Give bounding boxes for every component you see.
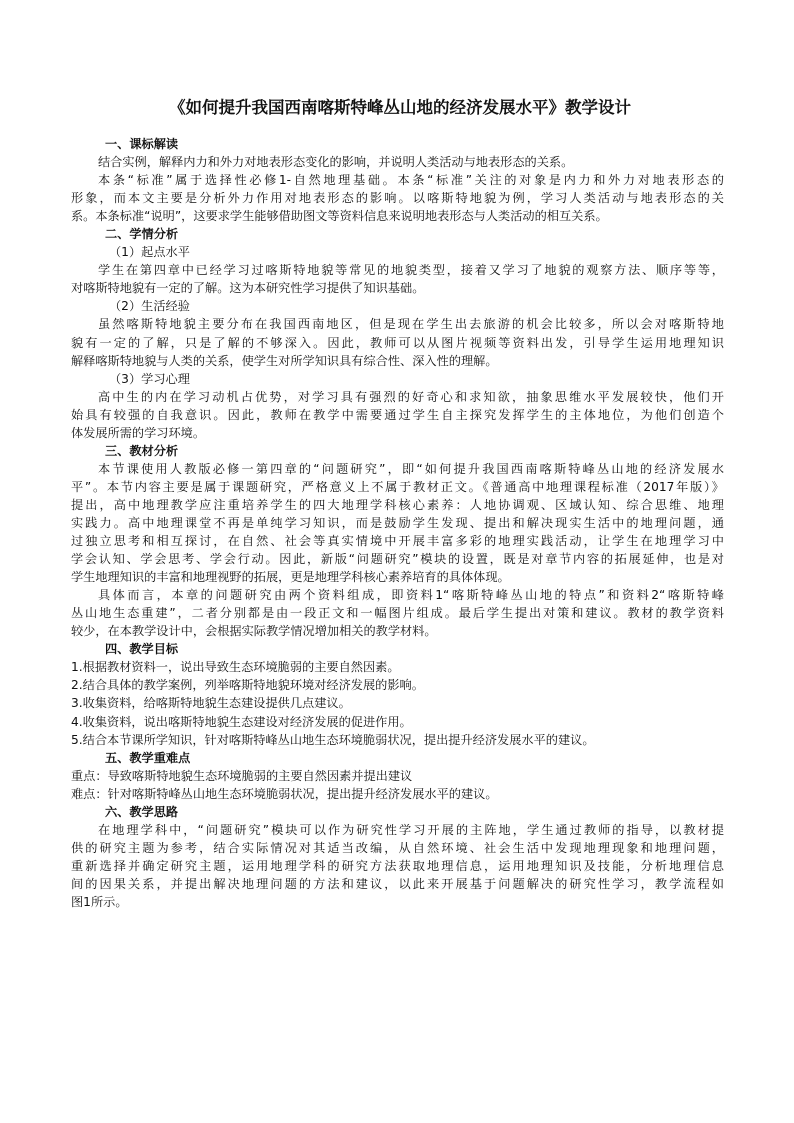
- paragraph-line: 过独立思考和相互探讨，在自然、社会等真实情境中开展丰富多彩的地理实践活动，让学生在地理学习中: [71, 534, 724, 549]
- paragraph-line: 图1所示。: [71, 894, 128, 909]
- document-body: [71, 135, 724, 911]
- paragraph-line: 难点：针对喀斯特峰丛山地生态环境脆弱状况，提出提升经济发展水平的建议。: [71, 786, 498, 801]
- paragraph-line: 对喀斯特地貌有一定的了解。这为本研究性学习提供了知识基础。: [71, 281, 425, 296]
- paragraph-line: 体发展所需的学习环境。: [71, 425, 206, 440]
- subsection-heading: （2）生活经验: [109, 299, 190, 314]
- paragraph-line: 始具有较强的自我意识。因此，教师在教学中需要通过学生自主探究发挥学生的主体地位，为他们创造个: [71, 407, 724, 422]
- section-heading: 六、教学思路: [105, 804, 179, 819]
- section-heading: 二、学情分析: [105, 227, 179, 242]
- paragraph-line: 丛山地生态重建”，二者分别都是由一段正文和一幅图片组成。最后学生提出对策和建议。教材的教学资料: [71, 606, 724, 621]
- paragraph-line: 重新选择并确定研究主题，运用地理学科的研究方法获取地理信息，运用地理知识及技能，分析地理信息: [71, 858, 724, 873]
- paragraph-line: 实践力。高中地理课堂不再是单纯学习知识，而是鼓励学生发现、提出和解决现实生活中的地理问题，通: [71, 515, 724, 530]
- paragraph-line: 重点：导致喀斯特地貌生态环境脆弱的主要自然因素并提出建议: [71, 768, 413, 783]
- paragraph-line: 学生地理知识的丰富和地理视野的拓展，更是地理学科核心素养培育的具体体现。: [71, 570, 510, 585]
- paragraph-line: 在地理学科中，“问题研究”模块可以作为研究性学习开展的主阵地，学生通过教师的指导，以教材提: [98, 822, 724, 837]
- paragraph-line: 提出，高中地理教学应注重培养学生的四大地理学科核心素养：人地协调观、区域认知、综合思维、地理: [71, 497, 724, 512]
- paragraph-line: 学会认知、学会思考、学会行动。因此，新版“问题研究”模块的设置，既是对章节内容的拓展延伸，也是对: [71, 552, 724, 567]
- paragraph-line: 貌有一定的了解，只是了解的不够深入。因此，教师可以从图片视频等资料出发，引导学生运用地理知识: [71, 335, 724, 350]
- paragraph-line: 虽然喀斯特地貌主要分布在我国西南地区，但是现在学生出去旅游的机会比较多，所以会对喀斯特地: [98, 317, 724, 332]
- paragraph-line: 较少，在本教学设计中，会根据实际教学情况增加相关的教学材料。: [71, 624, 437, 639]
- paragraph-line: 5.结合本节课所学知识，针对喀斯特峰丛山地生态环境脆弱状况，提出提升经济发展水平的建议。: [71, 732, 595, 747]
- paragraph-line: 解释喀斯特地貌与人类的关系，使学生对所学知识具有综合性、深入性的理解。: [71, 353, 498, 368]
- paragraph-line: 高中生的内在学习动机占优势，对学习具有强烈的好奇心和求知欲，抽象思维水平发展较快，他们开: [98, 389, 724, 404]
- paragraph-line: 具体而言，本章的问题研究由两个资料组成，即资料1“喀斯特峰丛山地的特点”和资料2“喀斯特峰: [98, 588, 724, 603]
- paragraph-line: 3.收集资料，给喀斯特地貌生态建设提供几点建议。: [71, 696, 351, 711]
- subsection-heading: （1）起点水平: [109, 245, 190, 260]
- paragraph-line: 供的研究主题为参考，结合实际情况对其适当改编，从自然环境、社会生活中发现地理现象和地理问题，: [71, 840, 724, 855]
- paragraph-line: 1.根据教材资料一，说出导致生态环境脆弱的主要自然因素。: [71, 660, 400, 675]
- section-heading: 一、课标解读: [105, 137, 179, 151]
- paragraph-line: 本节课使用人教版必修一第四章的“问题研究”，即“如何提升我国西南喀斯特峰丛山地的经济发展水: [98, 461, 724, 476]
- paragraph-line: 间的因果关系，并提出解决地理问题的方法和建议，以此来开展基于问题解决的研究性学习，教学流程如: [71, 876, 724, 891]
- document-title: 《如何提升我国西南喀斯特峰丛山地的经济发展水平》教学设计: [169, 98, 631, 117]
- paragraph-line: 形象，而本文主要是分析外力作用对地表形态的影响。以喀斯特地貌为例，学习人类活动与地表形态的关: [71, 191, 724, 206]
- paragraph-line: 平”。本节内容主要是属于课题研究，严格意义上不属于教材正文。《普通高中地理课程标准（2017年版）》: [71, 479, 724, 494]
- paragraph-line: 2.结合具体的教学案例，列举喀斯特地貌环境对经济发展的影响。: [71, 678, 424, 693]
- subsection-heading: （3）学习心理: [109, 371, 190, 386]
- paragraph-line: 结合实例，解释内力和外力对地表形态变化的影响，并说明人类活动与地表形态的关系。: [98, 155, 574, 170]
- paragraph-line: 系。本条标准“说明”，这要求学生能够借助图文等资料信息来说明地表形态与人类活动的相互关系。: [71, 209, 608, 224]
- paragraph-line: 学生在第四章中已经学习过喀斯特地貌等常见的地貌类型，接着又学习了地貌的观察方法、顺序等等，: [98, 263, 724, 278]
- section-heading: 四、教学目标: [105, 642, 179, 657]
- section-heading: 五、教学重难点: [105, 750, 191, 765]
- paragraph-line: 4.收集资料，说出喀斯特地貌生态建设对经济发展的促进作用。: [71, 714, 412, 729]
- paragraph-line: 本条“标准”属于选择性必修1-自然地理基础。本条“标准”关注的对象是内力和外力对地表形态的: [98, 173, 724, 188]
- section-heading: 三、教材分析: [105, 443, 179, 458]
